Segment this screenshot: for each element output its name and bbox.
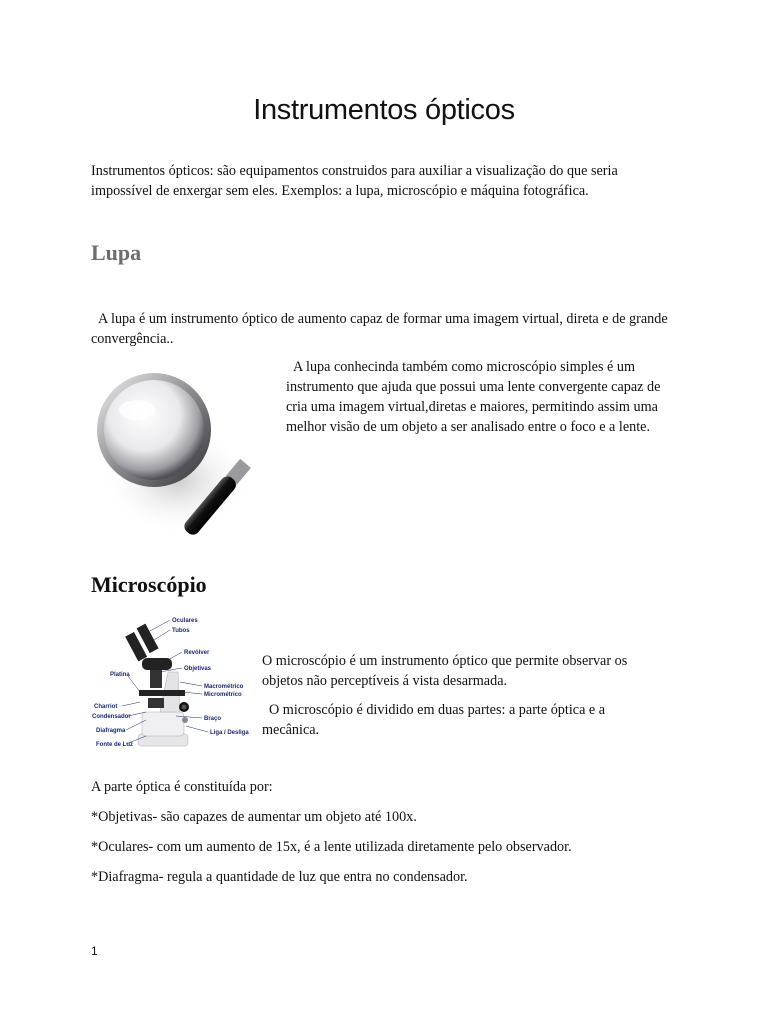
label-macrometrico: Macrométrico [204,684,244,690]
microscopio-heading: Microscópio [91,572,207,597]
label-revolver: Revólver [184,650,210,656]
lupa-paragraph-2: A lupa conhecinda também como microscópio simples é um instrumento que ajuda que possui uma lente convergente capaz de cria uma imagem virtual,diretas e maiores, permitindo assim uma melhor visão de um objeto a ser analisado entre o foco e a lente. [286,359,661,435]
label-liga-desliga: Liga / Desliga [210,730,249,736]
lupa-paragraph-1: A lupa é um instrumento óptico de aumento capaz de formar uma imagem virtual, direta e de grande convergência.. [91,311,668,347]
microscopio-paragraph-2: O microscópio é dividido em duas partes: a parte óptica e a mecânica. [262,702,606,738]
label-platina: Platina [110,672,130,678]
label-micrometrico: Micrométrico [204,692,242,698]
list-item-oculares: *Oculares- com um aumento de 15x, é a lente utilizada diretamente pelo observador. [91,839,572,855]
microscopio-paragraph-1: O microscópio é um instrumento óptico que permite observar os objetos não perceptíveis á vista desarmada. [262,653,628,689]
page-title: Instrumentos ópticos [253,94,515,126]
label-fonte-de-luz: Fonte de Luz [96,742,133,748]
label-tubos: Tubos [172,628,190,634]
list-item-objetivas: *Objetivas- são capazes de aumentar um objeto até 100x. [91,809,417,825]
label-condensador: Condensador [92,714,131,720]
label-diafragma: Diafragma [96,728,126,734]
magnifying-glass-image [92,362,277,542]
microscope-diagram-image [90,612,255,767]
lupa-heading: Lupa [91,240,142,265]
label-charriot: Charriot [94,704,118,710]
list-item-diafragma: *Diafragma- regula a quantidade de luz que entra no condensador. [91,869,468,885]
label-objetivas: Objetivas [184,666,212,672]
label-oculares: Oculares [172,618,198,624]
page-number: 1 [91,944,98,958]
label-braco: Braço [204,716,222,722]
parte-optica-intro: A parte óptica é constituída por: [91,779,273,795]
intro-paragraph: Instrumentos ópticos: são equipamentos construidos para auxiliar a visualização do que seria impossível de enxergar sem eles. Exemplos: a lupa, microscópio e máquina fotográfica. [91,163,618,199]
